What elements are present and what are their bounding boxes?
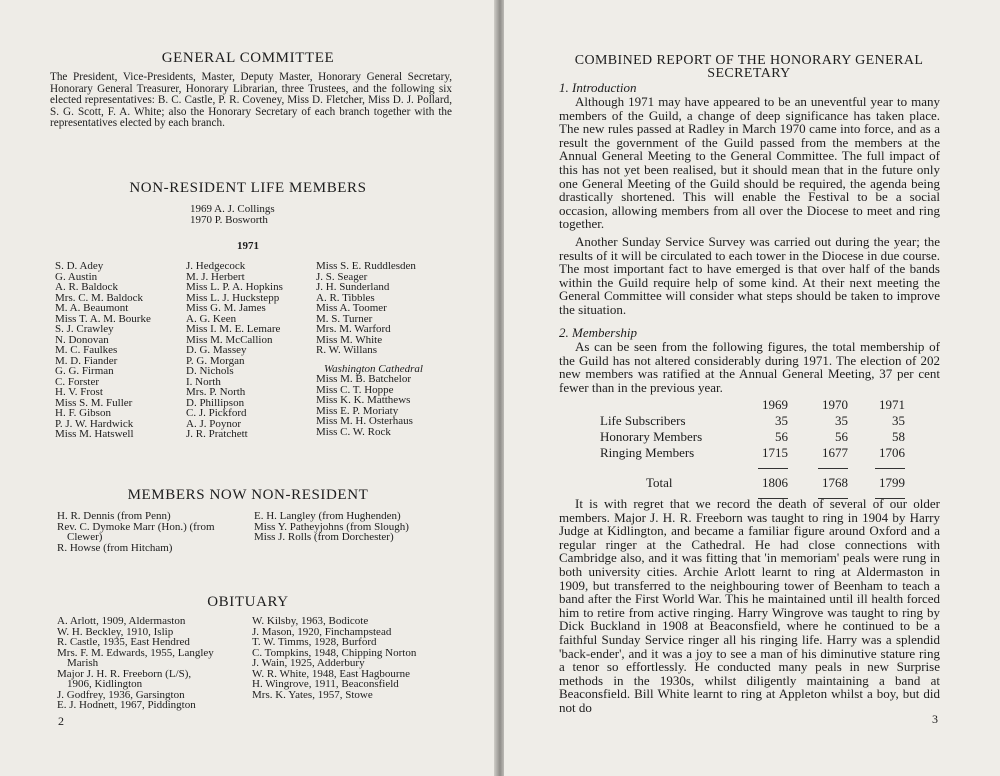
- table-cell: 1715: [762, 445, 788, 460]
- page-number-left: 2: [58, 714, 64, 728]
- list-item: W. Kilsby, 1963, Bodicote: [252, 615, 369, 627]
- list-item: D. G. Massey: [186, 344, 247, 356]
- washington-cathedral-label: Washington Cathedral: [324, 362, 423, 375]
- list-item: Miss M. Hatswell: [55, 428, 134, 440]
- rule-row: [600, 461, 905, 475]
- life-member-1969: 1969 A. J. Collings: [190, 203, 275, 215]
- list-item: H. V. Frost: [55, 386, 103, 398]
- list-item: C. Tompkins, 1948, Chipping Norton: [252, 646, 417, 659]
- obituary-heading: OBITUARY: [207, 594, 289, 610]
- list-item: Major J. H. R. Freeborn (L/S),: [57, 667, 192, 680]
- list-item: A. G. Keen: [186, 312, 237, 325]
- report-title: [554, 54, 944, 80]
- list-item: J. Wain, 1925, Adderbury: [252, 657, 365, 669]
- table-cell: 1806: [762, 475, 788, 490]
- list-item: I. North: [186, 375, 221, 388]
- rule-line: [875, 468, 905, 469]
- list-item: N. Donovan: [55, 333, 109, 346]
- members-now-non-resident-heading: MEMBERS NOW NON-RESIDENT: [127, 487, 369, 503]
- list-item: Miss A. Toomer: [316, 302, 387, 314]
- life-members-col3: [316, 261, 423, 437]
- table-cell: 58: [892, 429, 905, 444]
- list-item: 1906, Kidlington: [67, 678, 143, 690]
- list-item: Miss T. A. M. Bourke: [55, 312, 151, 325]
- table-row: [600, 429, 905, 445]
- table-header-row: [600, 397, 905, 413]
- list-item: A. R. Baldock: [55, 281, 118, 293]
- list-item: Miss Y. Patheyjohns (from Slough): [254, 520, 409, 533]
- table-row: [600, 445, 905, 461]
- introduction-paragraph-1: Although 1971 may have appeared to be an uneventful year to many members of the Guild, a change of deep significance has taken place. The new rules passed at Radley in March 1970 came into force, and as a result the government of the Guild passed from the members at the Annual General Meeting to the General Committee. The full impact of this has not yet been realised, but it should mean that in the future only one General Meeting of the Guild should be required, the agenda being drastically shortened. This will enable the Festival to be a social occasion, allowing members from all over the Diocese to meet and ring together.: [559, 94, 940, 232]
- list-item: Mrs. F. M. Edwards, 1955, Langley: [57, 646, 214, 659]
- list-item: A. Arlott, 1909, Aldermaston: [57, 615, 186, 627]
- list-item: C. J. Pickford: [186, 407, 247, 419]
- list-item: G. G. Firman: [55, 365, 114, 377]
- list-item: R. W. Willans: [316, 344, 378, 356]
- list-item: Marish: [67, 657, 99, 669]
- introduction-paragraph-2: Another Sunday Service Survey was carried out during the year; the results of it will be circulated to each tower in the Diocese in due course. The most important fact to have emerged is that over half of the bands within the Guild require help of some kind. At their next meeting the General Committee will consider what steps should be taken to improve the situation.: [559, 234, 940, 317]
- list-item: M. S. Turner: [316, 312, 373, 325]
- obituary-col1: [57, 616, 214, 711]
- list-item: Rev. C. Dymoke Marr (Hon.) (from: [57, 520, 215, 533]
- life-members-col2: [186, 261, 283, 440]
- obituary-col2: [252, 616, 416, 700]
- year-header: 1971: [879, 397, 905, 412]
- list-item: Miss M. White: [316, 333, 383, 346]
- list-item: P. J. W. Hardwick: [55, 417, 134, 430]
- life-members-col1: [55, 261, 151, 440]
- non-resident-col2: [254, 511, 409, 543]
- list-item: T. W. Timms, 1928, Burford: [252, 636, 377, 648]
- row-label: Honorary Members: [600, 429, 703, 444]
- non-resident-life-heading: NON-RESIDENT LIFE MEMBERS: [129, 180, 367, 196]
- table-cell: 1706: [879, 445, 905, 460]
- right-page: [504, 0, 1000, 776]
- general-committee-text: The President, Vice-Presidents, Master, Deputy Master, Honorary General Secretary, Honorary General Treasurer, Honorary Librarian, three Trustees, and the following six elected representatives: B. C. Castle, P. R. Coveney, Miss D. Fletcher, Miss D. J. Pollard, S. G. Scott, F. A. White; also the Honorary Secretary of each branch together with the representatives elected by each branch.: [50, 71, 452, 130]
- list-item: S. J. Crawley: [55, 323, 114, 335]
- list-item: Miss M. H. Osterhaus: [316, 415, 413, 427]
- list-item: H. Wingrove, 1911, Beaconsfield: [252, 678, 399, 690]
- list-item: Miss J. Rolls (from Dorchester): [254, 531, 394, 543]
- general-committee-heading: GENERAL COMMITTEE: [161, 50, 335, 66]
- table-cell: 1677: [822, 445, 848, 460]
- list-item: Miss L. J. Huckstepp: [186, 291, 280, 304]
- list-item: P. G. Morgan: [186, 354, 245, 367]
- list-item: S. D. Adey: [55, 260, 104, 272]
- list-item: Miss L. P. A. Hopkins: [186, 281, 283, 293]
- list-item: M. A. Beaumont: [55, 302, 129, 314]
- list-item: M. J. Herbert: [186, 270, 245, 283]
- list-item: A. J. Poynor: [186, 417, 242, 430]
- table-cell: 1768: [822, 475, 848, 490]
- list-item: M. C. Faulkes: [55, 344, 118, 356]
- list-item: Clewer): [67, 531, 103, 543]
- list-item: R. Castle, 1935, East Hendred: [57, 636, 190, 648]
- table-cell: 35: [775, 413, 788, 428]
- list-item: Miss M. B. Batchelor: [316, 373, 412, 385]
- list-item: J. Hedgecock: [186, 260, 246, 272]
- list-item: J. Godfrey, 1936, Garsington: [57, 688, 185, 701]
- list-item: J. R. Pratchett: [186, 428, 248, 440]
- list-item: Miss K. K. Matthews: [316, 394, 411, 406]
- list-item: Miss E. P. Moriaty: [316, 404, 399, 417]
- list-item: C. Forster: [55, 375, 99, 388]
- total-label: Total: [646, 475, 673, 490]
- membership-heading: 2. Membership: [559, 325, 637, 340]
- non-resident-col1: [57, 511, 215, 553]
- early-life-members: [190, 204, 275, 225]
- list-item: H. F. Gibson: [55, 407, 111, 419]
- year-header: 1969: [762, 397, 788, 412]
- list-item: R. Howse (from Hitcham): [57, 541, 173, 554]
- introduction-heading: 1. Introduction: [559, 80, 637, 95]
- list-item: Mrs. C. M. Baldock: [55, 291, 143, 304]
- list-item: Miss S. M. Fuller: [55, 396, 133, 409]
- life-member-1970: 1970 P. Bosworth: [190, 213, 268, 226]
- membership-table: [600, 397, 905, 505]
- list-item: Miss M. McCallion: [186, 333, 273, 346]
- table-cell: 35: [892, 413, 905, 428]
- rule-line: [758, 468, 788, 469]
- rule-line: [818, 468, 848, 469]
- year-header: 1970: [822, 397, 848, 412]
- list-item: H. R. Dennis (from Penn): [57, 510, 171, 522]
- report-title-line2: SECRETARY: [707, 66, 791, 81]
- membership-paragraph-1: As can be seen from the following figures, the total membership of the Guild has not altered considerably during 1971. The election of 202 new members was ratified at the Annual General Meeting, 37 per cent fewer than in the previous year.: [559, 339, 940, 395]
- list-item: Miss S. E. Ruddlesden: [316, 260, 416, 272]
- table-cell: 56: [835, 429, 848, 444]
- list-item: D. Phillipson: [186, 396, 245, 409]
- table-cell: 1799: [879, 475, 905, 490]
- left-page: [0, 0, 496, 776]
- table-row: [600, 413, 905, 429]
- list-item: D. Nichols: [186, 365, 234, 377]
- list-item: W. H. Beckley, 1910, Islip: [57, 625, 174, 638]
- list-item: Miss G. M. James: [186, 302, 266, 314]
- list-item: M. D. Fiander: [55, 354, 118, 367]
- list-item: E. J. Hodnett, 1967, Piddington: [57, 699, 196, 711]
- list-item: W. R. White, 1948, East Hagbourne: [252, 667, 410, 680]
- list-item: Mrs. M. Warford: [316, 323, 391, 335]
- list-item: J. Mason, 1920, Finchampstead: [252, 625, 392, 638]
- list-item: E. H. Langley (from Hughenden): [254, 510, 401, 522]
- row-label: Life Subscribers: [600, 413, 686, 428]
- list-item: Miss C. T. Hoppe: [316, 383, 394, 396]
- list-item: J. S. Seager: [316, 270, 368, 283]
- list-item: Mrs. P. North: [186, 386, 246, 398]
- table-cell: 35: [835, 413, 848, 428]
- table-cell: 56: [775, 429, 788, 444]
- list-item: Miss C. W. Rock: [316, 425, 391, 438]
- list-item: A. R. Tibbles: [316, 291, 375, 304]
- year-1971-label: 1971: [237, 240, 259, 252]
- list-item: J. H. Sunderland: [316, 281, 390, 293]
- page-number-right: 3: [932, 712, 938, 726]
- membership-paragraph-2: It is with regret that we record the death of several of our older members. Major J. H. R. Freeborn was taught to ring in 1904 by Harry Judge at Kidlington, and became a familiar figure around Oxford and a regular ringer at the Cathedral. He had close connections with Cambridge also, and it was fitting that 'in memoriam' peals were rung in both university cities. Archie Arlott learnt to ring at Aldermaston in 1909, but transferred to the neighbouring tower of Beenham to teach a band after the First World War. This he maintained until ill health forced him to retire from active ringing. Harry Wingrove was taught to ring by Dick Buckland in 1908 at Beaconsfield, where he continued to be a faithful Sunday Service ringer all his ringing life. Harry was a splendid 'back-ender', and it was a joy to see a man of his diminutive stature ring a tenor so effortlessly. He conducted many peals in new Surprise methods in the 1930s, whilst diligently maintaining a band at Beaconsfield. Bill White learnt to ring at Appleton whilst a boy, but did not do: [559, 496, 940, 715]
- list-item: Mrs. K. Yates, 1957, Stowe: [252, 688, 373, 701]
- table-total-row: [600, 475, 905, 491]
- list-item: G. Austin: [55, 270, 98, 283]
- list-item: Miss I. M. E. Lemare: [186, 323, 281, 335]
- report-title-line1: COMBINED REPORT OF THE HONORARY GENERAL: [574, 53, 924, 68]
- row-label: Ringing Members: [600, 445, 695, 460]
